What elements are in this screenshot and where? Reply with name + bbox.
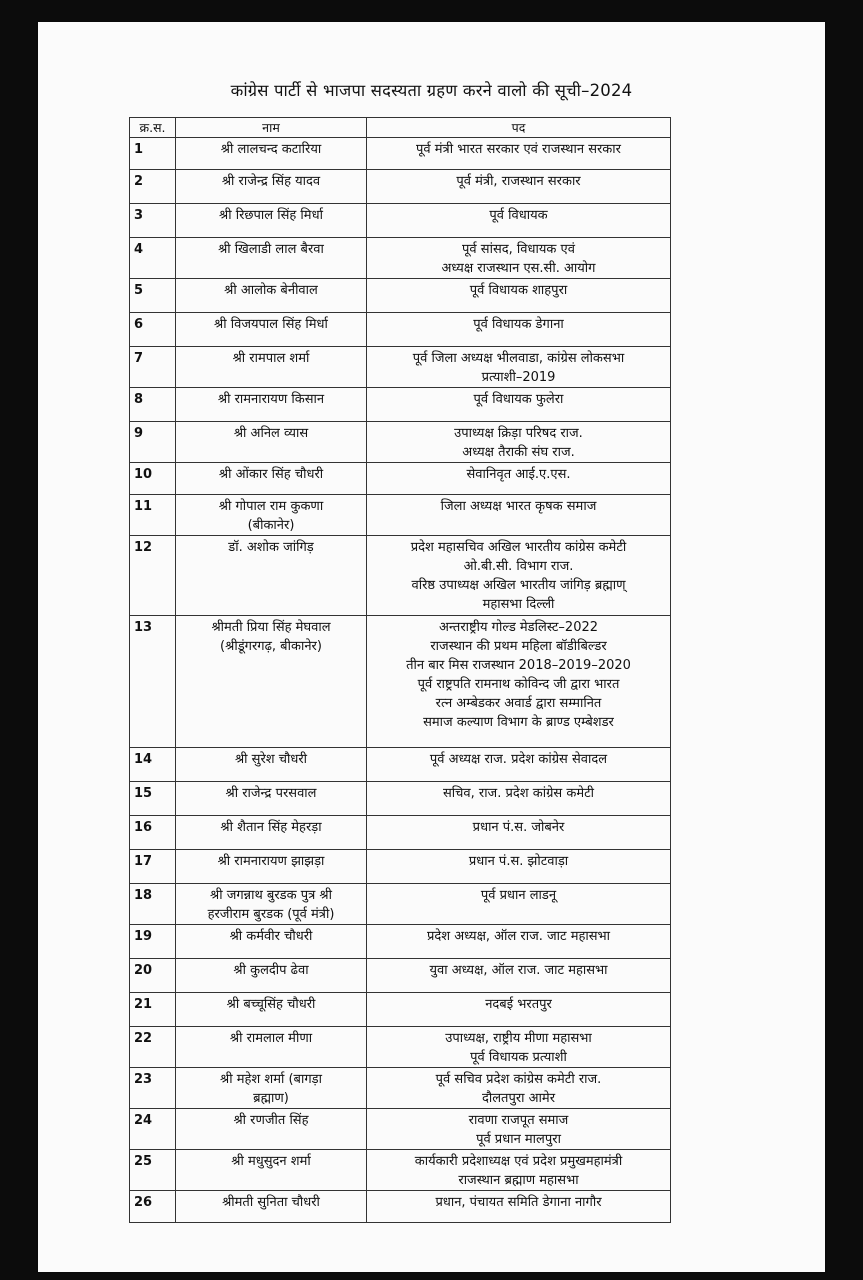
table-row <box>130 925 671 959</box>
member-name <box>176 170 367 204</box>
member-name <box>176 816 367 850</box>
member-post-line: नदबई भरतपुर <box>485 997 552 1012</box>
member-post <box>367 925 671 959</box>
member-name-line: श्रीमती सुनिता चौधरी <box>222 1195 320 1210</box>
member-post-line: जिला अध्यक्ष भारत कृषक समाज <box>440 499 597 514</box>
table-row <box>130 1027 671 1068</box>
member-post <box>367 1150 671 1191</box>
table-row <box>130 495 671 536</box>
serial-number: 5 <box>130 279 176 313</box>
serial-number: 6 <box>130 313 176 347</box>
member-post <box>367 279 671 313</box>
member-name-line: (बीकानेर) <box>247 518 295 533</box>
member-post-line: पूर्व विधायक शाहपुरा <box>469 283 568 298</box>
member-post <box>367 616 671 748</box>
member-name-line: श्री बच्चूसिंह चौधरी <box>226 997 316 1012</box>
member-name <box>176 1109 367 1150</box>
member-name-line: श्री रिछपाल सिंह मिर्धा <box>219 208 323 223</box>
member-post-line: प्रधान पं.स. झोटवाड़ा <box>468 854 569 869</box>
member-name-line: डॉ. अशोक जांगिड़ <box>228 540 314 555</box>
member-post-line: पूर्व सचिव प्रदेश कांग्रेस कमेटी राज. <box>435 1072 602 1087</box>
member-post-line: प्रधान, पंचायत समिति डेगाना नागौर <box>435 1195 602 1210</box>
table-row <box>130 1109 671 1150</box>
member-post <box>367 884 671 925</box>
member-name <box>176 313 367 347</box>
member-name <box>176 279 367 313</box>
serial-number: 23 <box>130 1068 176 1109</box>
serial-number: 26 <box>130 1191 176 1223</box>
table-row <box>130 1150 671 1191</box>
serial-number: 8 <box>130 388 176 422</box>
member-name-line: श्री आलोक बेनीवाल <box>224 283 318 298</box>
member-post-line: पूर्व मंत्री भारत सरकार एवं राजस्थान सरकार <box>416 142 621 157</box>
header-serial: क्र.स. <box>130 118 176 138</box>
table-row <box>130 1191 671 1223</box>
serial-number: 9 <box>130 422 176 463</box>
member-name-line: (श्रीडूंगरगढ़, बीकानेर) <box>220 639 322 654</box>
serial-number: 19 <box>130 925 176 959</box>
member-post-line: प्रदेश अध्यक्ष, ऑल राज. जाट महासभा <box>426 929 611 944</box>
member-name <box>176 925 367 959</box>
member-name <box>176 1068 367 1109</box>
member-name-line: श्री महेश शर्मा (बागड़ा <box>220 1072 322 1087</box>
member-post <box>367 536 671 616</box>
member-name-line: श्री शैतान सिंह मेहरड़ा <box>220 820 322 835</box>
member-post-line: महासभा दिल्ली <box>482 597 555 612</box>
document-title: कांग्रेस पार्टी से भाजपा सदस्यता ग्रहण करने वालो की सूची–2024 <box>230 81 633 100</box>
member-name-line: श्री खिलाडी लाल बैरवा <box>218 242 324 257</box>
member-name-line: श्री कर्मवीर चौधरी <box>229 929 313 944</box>
header-post: पद <box>367 118 671 138</box>
member-post-line: तीन बार मिस राजस्थान 2018–2019–2020 <box>406 658 631 673</box>
member-name <box>176 1191 367 1223</box>
member-post-line: पूर्व जिला अध्यक्ष भीलवाडा, कांग्रेस लोकसभा <box>412 351 625 366</box>
table-row <box>130 536 671 616</box>
member-post-line: पूर्व मंत्री, राजस्थान सरकार <box>456 174 581 189</box>
member-post-line: पूर्व विधायक प्रत्याशी <box>470 1050 567 1065</box>
table-row <box>130 782 671 816</box>
table-row <box>130 816 671 850</box>
serial-number: 11 <box>130 495 176 536</box>
member-name <box>176 138 367 170</box>
member-post <box>367 1027 671 1068</box>
member-name <box>176 463 367 495</box>
member-post <box>367 388 671 422</box>
member-post-line: रत्न अम्बेडकर अवार्ड द्वारा सम्मानित <box>435 696 602 711</box>
member-name <box>176 347 367 388</box>
member-name-line: श्री विजयपाल सिंह मिर्धा <box>214 317 328 332</box>
table-row <box>130 388 671 422</box>
member-name-line: श्री राजेन्द्र सिंह यादव <box>221 174 321 189</box>
serial-number: 13 <box>130 616 176 748</box>
serial-number: 4 <box>130 238 176 279</box>
table-row <box>130 422 671 463</box>
table-row <box>130 347 671 388</box>
member-name <box>176 1150 367 1191</box>
serial-number: 12 <box>130 536 176 616</box>
table-row <box>130 170 671 204</box>
member-name-line: श्री राजेन्द्र परसवाल <box>225 786 317 801</box>
table-row <box>130 884 671 925</box>
member-post-line: रावणा राजपूत समाज <box>468 1113 569 1128</box>
table-row <box>130 959 671 993</box>
member-post <box>367 204 671 238</box>
serial-number: 21 <box>130 993 176 1027</box>
serial-number: 15 <box>130 782 176 816</box>
member-post-line: ओ.बी.सी. विभाग राज. <box>463 559 574 574</box>
member-post-line: उपाध्यक्ष क्रिड़ा परिषद राज. <box>454 426 583 441</box>
member-post-line: राजस्थान की प्रथम महिला बॉडीबिल्डर <box>430 639 607 654</box>
table-row <box>130 138 671 170</box>
member-post-line: पूर्व विधायक <box>489 208 548 223</box>
member-post-line: राजस्थान ब्रह्माण महासभा <box>458 1173 579 1188</box>
serial-number: 10 <box>130 463 176 495</box>
member-post <box>367 463 671 495</box>
member-post-line: पूर्व प्रधान मालपुरा <box>476 1132 561 1147</box>
member-name <box>176 616 367 748</box>
member-name-line: श्री मधुसुदन शर्मा <box>231 1154 311 1169</box>
table-row <box>130 238 671 279</box>
member-post <box>367 238 671 279</box>
member-post-line: अध्यक्ष तैराकी संघ राज. <box>462 445 575 460</box>
member-post-line: प्रधान पं.स. जोबनेर <box>472 820 565 835</box>
member-post-line: पूर्व अध्यक्ष राज. प्रदेश कांग्रेस सेवादल <box>429 752 608 767</box>
document-page <box>38 22 825 1272</box>
member-post-line: कार्यकारी प्रदेशाध्यक्ष एवं प्रदेश प्रमुखमहामंत्री <box>414 1154 623 1169</box>
member-post-line: उपाध्यक्ष, राष्ट्रीय मीणा महासभा <box>445 1031 592 1046</box>
member-name <box>176 748 367 782</box>
member-name-line: श्री गोपाल राम कुकणा <box>218 499 324 514</box>
member-post-line: वरिष्ठ उपाध्यक्ष अखिल भारतीय जांगिड़ ब्रह्माण् <box>411 578 626 593</box>
serial-number: 3 <box>130 204 176 238</box>
member-name-line: श्री जगन्नाथ बुरडक पुत्र श्री <box>210 888 332 903</box>
member-name <box>176 238 367 279</box>
member-name <box>176 204 367 238</box>
member-name-line: श्री लालचन्द कटारिया <box>220 142 322 157</box>
member-post-line: पूर्व सांसद, विधायक एवं <box>462 242 575 257</box>
serial-number: 25 <box>130 1150 176 1191</box>
member-post-line: अध्यक्ष राजस्थान एस.सी. आयोग <box>441 261 596 276</box>
member-name-line: श्रीमती प्रिया सिंह मेघवाल <box>211 620 331 635</box>
serial-number: 1 <box>130 138 176 170</box>
serial-number: 2 <box>130 170 176 204</box>
table-header-row <box>130 118 671 138</box>
member-post-line: पूर्व राष्ट्रपति रामनाथ कोविन्द जी द्वारा भारत <box>417 677 620 692</box>
member-post-line: दौलतपुरा आमेर <box>481 1091 556 1106</box>
member-post <box>367 170 671 204</box>
table-row <box>130 204 671 238</box>
member-post <box>367 313 671 347</box>
serial-number: 22 <box>130 1027 176 1068</box>
member-list-table <box>129 117 671 1223</box>
table-row <box>130 748 671 782</box>
table-row <box>130 993 671 1027</box>
member-name <box>176 993 367 1027</box>
serial-number: 24 <box>130 1109 176 1150</box>
member-name-line: श्री कुलदीप ढेवा <box>233 963 309 978</box>
member-name-line: श्री रामलाल मीणा <box>229 1031 313 1046</box>
member-post-line: समाज कल्याण विभाग के ब्राण्ड एम्बेशडर <box>423 715 614 730</box>
table-row <box>130 850 671 884</box>
member-name <box>176 495 367 536</box>
member-post <box>367 782 671 816</box>
serial-number: 17 <box>130 850 176 884</box>
serial-number: 20 <box>130 959 176 993</box>
table-row <box>130 313 671 347</box>
member-post-line: पूर्व प्रधान लाडनू <box>480 888 557 903</box>
member-post <box>367 138 671 170</box>
member-post <box>367 347 671 388</box>
member-name <box>176 536 367 616</box>
member-post-line: सेवानिवृत आई.ए.एस. <box>466 467 571 482</box>
member-post <box>367 850 671 884</box>
member-name <box>176 884 367 925</box>
member-post-line: प्रत्याशी–2019 <box>481 370 556 385</box>
header-name: नाम <box>176 118 367 138</box>
serial-number: 16 <box>130 816 176 850</box>
member-name <box>176 959 367 993</box>
table-row <box>130 463 671 495</box>
member-post <box>367 1068 671 1109</box>
table-row <box>130 1068 671 1109</box>
table-row <box>130 279 671 313</box>
member-name <box>176 782 367 816</box>
member-name-line: ब्रह्माण) <box>253 1091 289 1106</box>
member-post-line: प्रदेश महासचिव अखिल भारतीय कांग्रेस कमेटी <box>410 540 627 555</box>
member-name <box>176 422 367 463</box>
member-name-line: श्री रणजीत सिंह <box>233 1113 309 1128</box>
member-post-line: अन्तराष्ट्रीय गोल्ड मेडलिस्ट–2022 <box>438 620 599 635</box>
member-name-line: श्री अनिल व्यास <box>233 426 309 441</box>
serial-number: 14 <box>130 748 176 782</box>
member-post-line: पूर्व विधायक डेगाना <box>473 317 564 332</box>
member-name-line: श्री ओंकार सिंह चौधरी <box>218 467 324 482</box>
member-name-line: श्री रामनारायण झाझड़ा <box>217 854 325 869</box>
member-post-line: युवा अध्यक्ष, ऑल राज. जाट महासभा <box>429 963 608 978</box>
member-post <box>367 1109 671 1150</box>
member-post <box>367 1191 671 1223</box>
member-name-line: श्री रामपाल शर्मा <box>232 351 310 366</box>
member-name-line: श्री सुरेश चौधरी <box>234 752 308 767</box>
member-post-line: पूर्व विधायक फुलेरा <box>473 392 564 407</box>
member-post <box>367 816 671 850</box>
member-name <box>176 388 367 422</box>
member-post <box>367 748 671 782</box>
member-post <box>367 959 671 993</box>
table-row <box>130 616 671 748</box>
member-name-line: श्री रामनारायण किसान <box>217 392 325 407</box>
serial-number: 18 <box>130 884 176 925</box>
member-name <box>176 850 367 884</box>
member-post-line: सचिव, राज. प्रदेश कांग्रेस कमेटी <box>442 786 595 801</box>
serial-number: 7 <box>130 347 176 388</box>
member-name <box>176 1027 367 1068</box>
member-post <box>367 495 671 536</box>
member-name-line: हरजीराम बुरडक (पूर्व मंत्री) <box>207 907 335 922</box>
member-post <box>367 422 671 463</box>
member-post <box>367 993 671 1027</box>
